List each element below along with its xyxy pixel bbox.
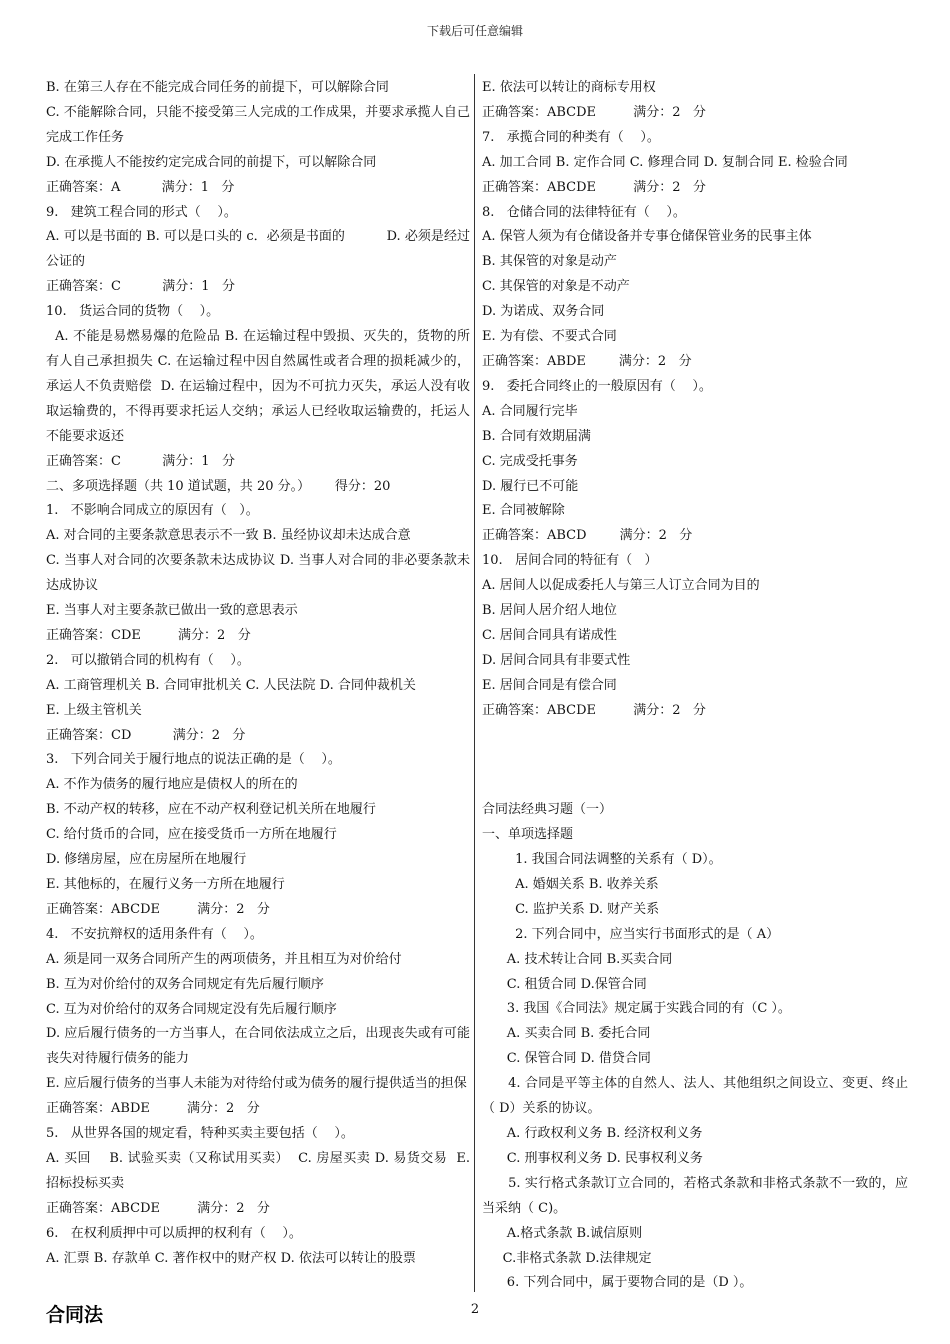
text-line: A. 买回 B. 试验买卖（又称试用买卖） C. 房屋买卖 D. 易货交易 E. 招标投标买卖 xyxy=(46,1150,475,1191)
text-line: B. 其保管的对象是动产 xyxy=(482,254,617,270)
text-line: C. 监护关系 D. 财产关系 xyxy=(482,901,660,917)
text-line: 3. 我国《合同法》规定属于实践合同的有（C ）。 xyxy=(482,1001,791,1017)
page-header: 下载后可任意编辑 xyxy=(426,24,523,38)
text-line: 正确答案：ABCDE 满分：2 分 xyxy=(482,179,706,195)
text-line: C. 居间合同具有诺成性 xyxy=(482,627,617,643)
text-line: A. 可以是书面的 B. 可以是口头的 c．必须是书面的 D. 必须是经过公证的 xyxy=(46,229,470,270)
text-line: D. 为诺成、双务合同 xyxy=(482,304,605,320)
text-line: A. 不作为债务的履行地应是债权人的所在的 xyxy=(46,777,298,793)
text-line: A. 买卖合同 B. 委托合同 xyxy=(482,1026,651,1042)
text-line: D. 应后履行债务的一方当事人，在合同依法成立之后，出现丧失或有可能丧失对待履行债务的能力 xyxy=(46,1026,470,1067)
text-line: A. 行政权利义务 B. 经济权利义务 xyxy=(482,1126,703,1142)
text-line xyxy=(482,724,908,749)
text-line: 10. 货运合同的货物（ ）。 xyxy=(46,304,220,320)
left-column xyxy=(46,76,475,1272)
text-line: C. 不能解除合同，只能不接受第三人完成的工作成果，并要求承揽人自己完成工作任务 xyxy=(46,104,470,145)
text-line: C. 刑事权利义务 D. 民事权利义务 xyxy=(482,1150,703,1166)
text-line: D. 居间合同具有非要式性 xyxy=(482,652,631,668)
text-line: D. 修缮房屋，应在房屋所在地履行 xyxy=(46,852,247,868)
text-line: 6. 下列合同中，属于要物合同的是（D ）。 xyxy=(482,1275,753,1291)
text-line: 正确答案：ABCD 满分：2 分 xyxy=(482,528,693,544)
text-line: E. 上级主管机关 xyxy=(46,702,142,718)
text-line: C. 给付货币的合同，应在接受货币一方所在地履行 xyxy=(46,827,337,843)
text-line: 5. 实行格式条款订立合同的，若格式条款和非格式条款不一致的，应当采纳（ C)。 xyxy=(482,1175,908,1216)
text-line: E. 为有偿、不要式合同 xyxy=(482,329,617,345)
text-line: 4. 合同是平等主体的自然人、法人、其他组织之间设立、变更、终止（ D）关系的协议。 xyxy=(482,1076,908,1117)
text-line: 2. 下列合同中，应当实行书面形式的是（ A） xyxy=(482,926,780,942)
text-line: 8. 仓储合同的法律特征有（ ）。 xyxy=(482,204,686,220)
text-line: C. 保管合同 D. 借贷合同 xyxy=(482,1051,651,1067)
text-line: B. 互为对价给付的双务合同规定有先后履行顺序 xyxy=(46,976,324,992)
text-line: 正确答案：ABCDE 满分：2 分 xyxy=(46,1200,270,1216)
text-line: A. 工商管理机关 B. 合同审批机关 C. 人民法院 D. 合同仲裁机关 xyxy=(46,677,416,693)
text-line: A. 居间人以促成委托人与第三人订立合同为目的 xyxy=(482,578,760,594)
text-line: D. 在承揽人不能按约定完成合同的前提下，可以解除合同 xyxy=(46,154,377,170)
text-line: C. 其保管的对象是不动产 xyxy=(482,279,630,295)
text-line: B. 合同有效期届满 xyxy=(482,428,591,444)
text-line: 7. 承揽合同的种类有（ ）。 xyxy=(482,129,660,145)
text-line: C. 租赁合同 D.保管合同 xyxy=(482,976,647,992)
text-line: C. 当事人对合同的次要条款未达成协议 D. 当事人对合同的非必要条款未达成协议 xyxy=(46,553,470,594)
text-line: 1. 我国合同法调整的关系有（ D）。 xyxy=(482,852,722,868)
text-line: 正确答案：C 满分：1 分 xyxy=(46,279,235,295)
text-line: 正确答案：A 满分：1 分 xyxy=(46,179,235,195)
text-line: A. 保管人须为有仓储设备并专事仓储保管业务的民事主体 xyxy=(482,229,812,245)
text-line: A. 技术转让合同 B.买卖合同 xyxy=(482,951,673,967)
text-line: 1. 不影响合同成立的原因有（ ）。 xyxy=(46,503,259,519)
column-divider xyxy=(474,74,475,1292)
text-line: A. 须是同一双务合同所产生的两项债务，并且相互为对价给付 xyxy=(46,951,402,967)
text-line: E. 其他标的，在履行义务一方所在地履行 xyxy=(46,877,285,892)
text-line: B. 居间人居介绍人地位 xyxy=(482,603,617,619)
text-line: E. 依法可以转让的商标专用权 xyxy=(482,80,656,95)
text-line: E. 居间合同是有偿合同 xyxy=(482,677,617,693)
text-line: A.格式条款 B.诚信原则 xyxy=(482,1225,643,1241)
text-line: E. 合同被解除 xyxy=(482,503,565,519)
text-line: E. 应后履行债务的当事人未能为对待给付或为债务的履行提供适当的担保 xyxy=(46,1076,467,1092)
text-line: C. 互为对价给付的双务合同规定没有先后履行顺序 xyxy=(46,1001,337,1017)
text-line xyxy=(482,773,908,798)
text-line: D. 履行已不可能 xyxy=(482,478,579,494)
right-column xyxy=(482,76,908,1296)
text-line: B. 在第三人存在不能完成合同任务的前提下，可以解除合同 xyxy=(46,80,389,95)
text-line: 10. 居间合同的特征有（ ） xyxy=(482,553,658,569)
text-line: A. 加工合同 B. 定作合同 C. 修理合同 D. 复制合同 E. 检验合同 xyxy=(482,154,848,170)
text-line: 正确答案：ABCDE 满分：2 分 xyxy=(482,702,706,718)
text-line: 正确答案：CD 满分：2 分 xyxy=(46,727,246,743)
text-line: 正确答案：ABCDE 满分：2 分 xyxy=(46,901,270,917)
text-line xyxy=(482,748,908,773)
text-line: A. 汇票 B. 存款单 C. 著作权中的财产权 D. 依法可以转让的股票 xyxy=(46,1250,416,1266)
text-line: 一、单项选择题 xyxy=(482,827,574,843)
footer-title: 合同法 xyxy=(46,1304,104,1326)
text-line: 5. 从世界各国的规定看，特种买卖主要包括（ ）。 xyxy=(46,1126,354,1142)
text-line: 正确答案：C 满分：1 分 xyxy=(46,453,235,469)
text-line: A. 合同履行完毕 xyxy=(482,403,578,419)
text-line: C.非格式条款 D.法律规定 xyxy=(482,1250,652,1266)
text-line: 二、多项选择题（共 10 道试题，共 20 分。） 得分：20 xyxy=(46,478,391,494)
text-line: 正确答案：ABDE 满分：2 分 xyxy=(482,353,692,369)
text-line: A. 对合同的主要条款意思表示不一致 B. 虽经协议却未达成合意 xyxy=(46,528,411,544)
text-line: A. 婚姻关系 B. 收养关系 xyxy=(482,876,659,892)
text-line: 正确答案：ABDE 满分：2 分 xyxy=(46,1101,260,1117)
text-line: 正确答案：ABCDE 满分：2 分 xyxy=(482,104,706,120)
text-line: 6. 在权利质押中可以质押的权利有（ ）。 xyxy=(46,1225,302,1241)
text-line: 9. 建筑工程合同的形式（ ）。 xyxy=(46,204,237,220)
text-line: A. 不能是易燃易爆的危险品 B. 在运输过程中毁损、灭失的，货物的所有人自己承担损失 C. 在运输过程中因自然属性或者合理的损耗减少的，承运人不负责赔偿 D. 在运输过程中，因为不可抗力灭失，承运人没有收取运输费的，不得再要求托运人交纳；承运人已经收取运输费的，托运人不能要求返还 xyxy=(46,329,471,444)
text-line: 合同法经典习题（一） xyxy=(482,802,613,818)
text-line: 3. 下列合同关于履行地点的说法正确的是（ ）。 xyxy=(46,752,341,768)
text-line: 9. 委托合同终止的一般原因有（ ）。 xyxy=(482,378,712,394)
page-number: 2 xyxy=(470,1302,480,1317)
text-line: C. 完成受托事务 xyxy=(482,453,578,469)
text-line: 正确答案：CDE 满分：2 分 xyxy=(46,627,251,643)
text-line: 2. 可以撤销合同的机构有（ ）。 xyxy=(46,652,250,668)
text-line: B. 不动产权的转移，应在不动产权利登记机关所在地履行 xyxy=(46,802,376,818)
text-line: 4. 不安抗辩权的适用条件有（ ）。 xyxy=(46,926,263,942)
text-line: E. 当事人对主要条款已做出一致的意思表示 xyxy=(46,603,298,619)
